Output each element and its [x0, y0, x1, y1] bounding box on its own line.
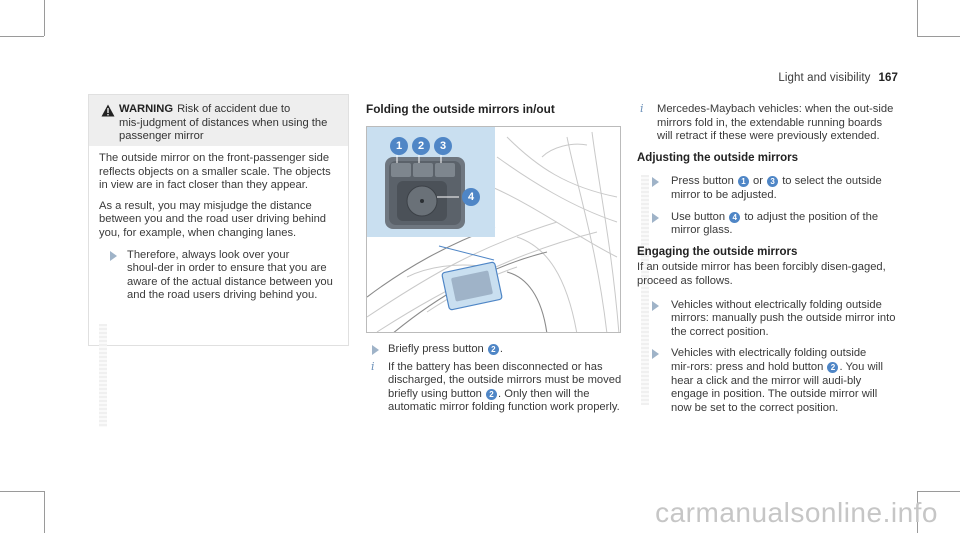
mirror-switch-figure	[366, 126, 621, 333]
step-text: Use button	[671, 210, 726, 223]
bullet-arrow-icon	[110, 251, 117, 261]
crop-mark	[917, 36, 960, 37]
warning-paragraph: The outside mirror on the front-passenger side reflects objects on a smaller scale. The objects in view are in fact closer than they appear.	[99, 152, 331, 192]
column-three	[637, 103, 899, 423]
button-badge: 2	[488, 344, 499, 355]
bullet-arrow-icon	[652, 349, 659, 359]
warning-paragraph: As a result, you may misjudge the distance between you and the road user driving behind you, for example, when changing lanes.	[99, 199, 327, 239]
step-item	[637, 175, 899, 202]
note-text: If the battery has been disconnected or has discharged, the outside mirrors must be moved briefly using button	[388, 360, 622, 400]
step-text: or	[753, 175, 763, 188]
callout-badge: 1	[390, 137, 408, 155]
warning-body	[89, 146, 348, 303]
callout-badge: 3	[434, 137, 452, 155]
step-item	[637, 211, 899, 238]
step-text: to select the outside mirror to be adjusted.	[671, 175, 882, 201]
step-text: Briefly press button	[388, 343, 484, 355]
bullet-arrow-icon	[652, 301, 659, 311]
crop-mark	[0, 36, 44, 37]
warning-bullet	[99, 249, 338, 303]
intro-text: If an outside mirror has been forcibly disen‑gaged, proceed as follows.	[637, 261, 886, 287]
button-badge: 3	[767, 176, 778, 187]
button-badge: 1	[738, 176, 749, 187]
callout-badge: 4	[462, 188, 480, 206]
step-text: Vehicles with electrically folding outside mir‑rors: press and hold button	[671, 347, 867, 373]
crop-mark	[917, 0, 918, 36]
step-item	[637, 299, 899, 340]
step-text: .	[499, 343, 503, 355]
car-door-illustration-icon	[367, 127, 621, 333]
warning-keyword: WARNING	[119, 103, 174, 115]
warning-headline: Risk of accident due to mis‑judgment of distances when using the passenger mirror	[119, 103, 328, 143]
hatch-bar	[99, 324, 107, 427]
warning-header	[89, 95, 348, 146]
section-heading: Folding the outside mirrors in/out	[366, 102, 555, 116]
crop-mark	[917, 491, 960, 492]
section-heading: Engaging the outside mirrors	[637, 245, 798, 258]
button-badge: 2	[486, 389, 497, 400]
note-text: . Only then will the automatic mirror folding function work properly.	[388, 387, 620, 414]
bullet-arrow-icon	[372, 345, 379, 355]
button-badge: 2	[827, 362, 838, 373]
crop-mark	[44, 491, 45, 533]
section-title: Light and visibility	[778, 72, 871, 84]
bullet-arrow-icon	[652, 213, 659, 223]
info-icon: i	[640, 102, 644, 115]
step-item	[637, 347, 899, 415]
info-icon: i	[371, 359, 375, 373]
warning-bullet-text: Therefore, always look over your shoul‑der in order to ensure that you are aware of the actual distance between you and the road users driving behind you.	[127, 248, 333, 302]
crop-mark	[44, 0, 45, 36]
bullet-arrow-icon	[652, 177, 659, 187]
warning-box	[88, 94, 349, 346]
step-text: . You will hear a click and the mirror will audi‑bly engage in position. The outside mirror will now be set to the correct position.	[671, 360, 883, 414]
watermark: carmanualsonline.info	[655, 497, 938, 528]
callout-badge: 2	[412, 137, 430, 155]
folding-instructions	[368, 343, 626, 419]
page-header	[778, 72, 898, 84]
crop-mark	[0, 491, 44, 492]
button-badge: 4	[729, 212, 740, 223]
step-text: to adjust the position of the mirror glass.	[671, 210, 879, 237]
warning-triangle-icon	[101, 104, 115, 117]
step-text: Press button	[671, 175, 734, 188]
note-item	[368, 361, 626, 415]
note-text: Mercedes-Maybach vehicles: when the out‑side mirrors fold in, the extendable running boards will retract if these were previously extended.	[657, 103, 894, 143]
step-text: Vehicles without electrically folding outside mirrors: manually push the outside mirror into the correct position.	[671, 298, 896, 338]
section-heading: Adjusting the outside mirrors	[637, 151, 799, 164]
note-item	[637, 103, 899, 144]
step-item	[368, 343, 626, 357]
page-number: 167	[878, 72, 898, 84]
